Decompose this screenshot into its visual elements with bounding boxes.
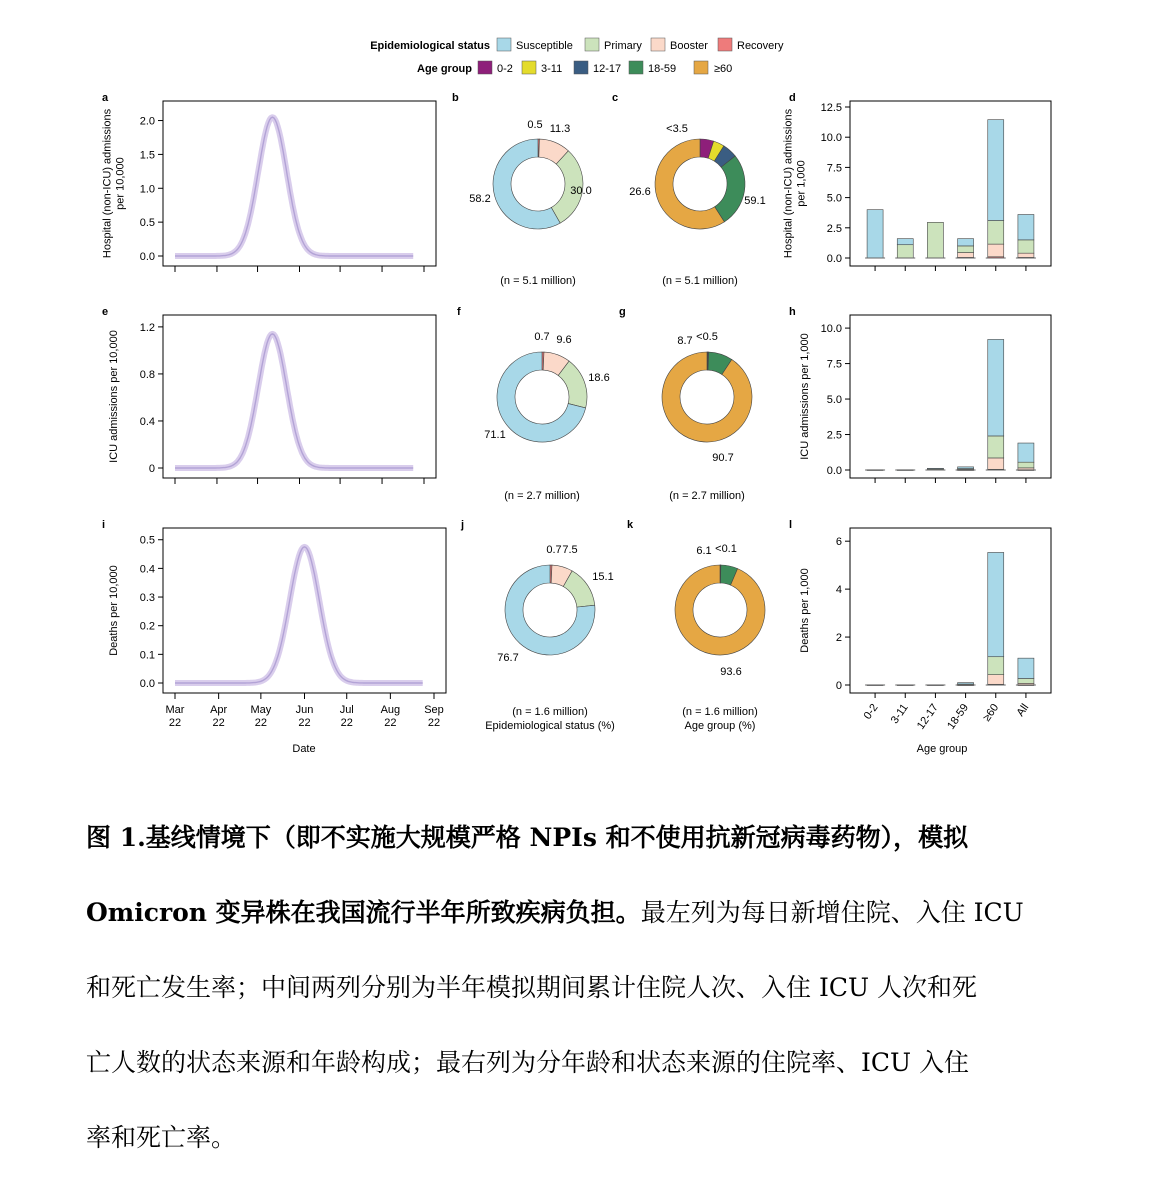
donut-label-f: 9.6	[556, 334, 572, 346]
y-tick-label-h: 5.0	[826, 394, 842, 407]
donut-label-b: 11.3	[549, 123, 571, 135]
legend-label-age-3: 18-59	[648, 63, 677, 75]
incidence-band-a	[175, 117, 413, 256]
bar-segment-h-primary	[988, 436, 1004, 458]
x-tick-label-year: 22	[427, 717, 441, 729]
panel-letter-c: c	[612, 92, 619, 104]
x-axis-label-date: Date	[292, 743, 316, 755]
plot-frame-i	[163, 528, 446, 693]
legend-label-booster: Booster	[670, 40, 708, 52]
x-tick-label-month: May	[250, 704, 272, 716]
x-tick-label-age: 18-59	[945, 701, 972, 732]
donut-label-j: 0.7	[546, 544, 562, 556]
x-tick-label-age: ≥60	[980, 701, 1002, 724]
y-tick-label-a: 0.0	[139, 251, 155, 263]
bar-segment-d-susceptible	[1018, 215, 1034, 240]
caption-line-1: 图 1.基线情境下（即不实施大规模严格 NPIs 和不使用抗新冠病毒药物），模拟	[86, 823, 969, 852]
y-axis-label-l-group	[799, 568, 811, 652]
x-tick-label-month: Aug	[380, 704, 401, 716]
panel-letter-g: g	[619, 306, 626, 318]
panel-letter-f: f	[457, 306, 461, 318]
x-tick-label-age: 0-2	[861, 701, 881, 722]
donut-label-g: 90.7	[712, 452, 734, 464]
donut-label-f: 71.1	[484, 429, 506, 441]
panel-letter-l: l	[789, 519, 793, 531]
x-tick-label-year: 22	[384, 717, 397, 729]
y-tick-label-a: 1.5	[139, 149, 155, 162]
y-tick-label-e: 0.4	[139, 415, 155, 428]
donut-n-label-j: (n = 1.6 million)	[512, 706, 588, 718]
panel-letter-e: e	[102, 306, 109, 318]
x-tick-label-year: 22	[340, 717, 353, 729]
caption-title-end: Omicron 变异株在我国流行半年所致疾病负担。	[86, 898, 641, 927]
donut-slice-g-0	[662, 352, 752, 442]
panel-letter-d: d	[789, 92, 796, 104]
donut-label-k: <0.1	[715, 543, 737, 555]
donut-label-b: 30.0	[570, 185, 592, 197]
y-tick-label-d: 7.5	[826, 162, 842, 175]
y-tick-label-l: 4	[835, 584, 842, 597]
donut-label-b: 58.2	[469, 193, 491, 205]
y-tick-label-e: 0.8	[139, 368, 155, 381]
legend-label-primary: Primary	[604, 40, 642, 52]
bar-segment-l-primary	[988, 657, 1004, 675]
y-tick-label-e: 0	[148, 463, 155, 475]
y-tick-label-a: 0.5	[139, 217, 155, 230]
y-tick-label-l: 2	[835, 632, 842, 645]
y-tick-label-h: 10.0	[820, 323, 842, 336]
donut-label-g: 8.7	[677, 335, 693, 347]
legend-swatch-age-2	[574, 61, 588, 74]
incidence-line-a	[175, 117, 413, 256]
bar-segment-d-susceptible	[958, 239, 974, 246]
caption-line-5: 率和死亡率。	[86, 1123, 237, 1152]
caption-line-4: 亡人数的状态来源和年龄构成；最右列为分年龄和状态来源的住院率、ICU 入住	[86, 1048, 970, 1077]
bar-segment-d-booster	[1018, 253, 1034, 257]
x-tick-label-month: Sep	[424, 704, 444, 716]
bar-segment-d-booster	[958, 253, 974, 258]
panel-letter-i: i	[102, 519, 106, 531]
donut-label-c: 59.1	[744, 195, 766, 207]
bar-segment-d-primary	[1018, 240, 1034, 253]
legend-epi-title: Epidemiological status	[370, 40, 490, 52]
bar-segment-l-primary	[1018, 679, 1034, 684]
y-axis-label-h-group	[799, 333, 811, 460]
x-tick-label-year: 22	[298, 717, 311, 729]
legend-label-age-0: 0-2	[497, 63, 513, 75]
y-tick-label-l: 6	[835, 536, 842, 549]
bar-segment-l-susceptible	[988, 552, 1004, 656]
bar-segment-h-susceptible	[1018, 443, 1034, 462]
legend-swatch-age-3	[629, 61, 643, 74]
donut-n-label-g: (n = 2.7 million)	[669, 490, 745, 502]
legend-swatch-primary	[585, 38, 599, 51]
y-axis-label-d: per 1,000	[795, 160, 808, 207]
y-axis-label-i: Deaths per 10,000	[108, 565, 120, 656]
bar-segment-l-booster	[988, 675, 1004, 685]
y-tick-label-h: 7.5	[826, 358, 842, 371]
x-tick-label-age: 12-17	[914, 701, 941, 732]
legend-swatch-age-0	[478, 61, 492, 74]
legend-swatch-booster	[651, 38, 665, 51]
x-tick-label-age: All	[1014, 701, 1032, 719]
caption-line-3: 和死亡发生率；中间两列分别为半年模拟期间累计住院人次、入住 ICU 人次和死	[86, 973, 977, 1002]
bar-segment-d-primary	[988, 221, 1004, 245]
caption-line-2: 最左列为每日新增住院、入住 ICU	[640, 898, 1024, 927]
panel-letter-k: k	[627, 519, 634, 531]
figure-caption	[86, 800, 1086, 1175]
x-tick-label-month: Jun	[295, 704, 314, 716]
bar-segment-d-primary	[897, 245, 913, 258]
donut-label-f: 18.6	[588, 372, 610, 384]
y-tick-label-d: 5.0	[826, 192, 842, 205]
bar-segment-d-primary	[958, 246, 974, 253]
y-axis-label-l: Deaths per 1,000	[799, 568, 811, 653]
bar-segment-h-booster	[988, 458, 1004, 469]
donut-label-c: <3.5	[666, 123, 688, 135]
donut-slice-k-0	[675, 565, 765, 655]
donut-label-f: 0.7	[534, 331, 550, 343]
panel-letter-a: a	[102, 92, 109, 104]
x-tick-label-year: 22	[168, 717, 182, 729]
legend-label-recovery: Recovery	[737, 40, 784, 52]
legend-label-age-1: 3-11	[541, 63, 563, 75]
donut-slice-c-1	[715, 156, 745, 222]
bar-segment-d-primary	[927, 222, 943, 258]
panel-letter-h: h	[789, 306, 796, 318]
x-tick-label-month: Apr	[210, 704, 228, 716]
donut-label-g: <0.5	[696, 331, 718, 343]
y-tick-label-h: 0.0	[826, 465, 842, 477]
legend-age-title: Age group	[417, 63, 472, 75]
bar-segment-h-susceptible	[927, 468, 943, 469]
y-axis-label-d-group	[783, 108, 808, 258]
donut-label-j: 15.1	[592, 571, 614, 583]
bar-segment-l-susceptible	[1018, 658, 1034, 678]
y-tick-label-a: 2.0	[139, 115, 155, 128]
x-tick-label-year: 22	[254, 717, 267, 729]
donut-n-label-k: (n = 1.6 million)	[682, 706, 758, 718]
y-tick-label-e: 1.2	[139, 321, 155, 334]
y-tick-label-i: 0.0	[139, 678, 155, 690]
y-tick-label-i: 0.2	[139, 620, 155, 633]
bar-segment-h-susceptible	[988, 339, 1004, 435]
y-axis-label-a: per 10,000	[114, 157, 127, 210]
bar-segment-h-susceptible	[958, 467, 974, 469]
y-axis-label-i-group	[108, 565, 120, 656]
donut-axis-label-j: Epidemiological status (%)	[485, 720, 615, 732]
legend-label-susceptible: Susceptible	[516, 40, 573, 52]
x-tick-label-month: Jul	[339, 704, 354, 716]
y-tick-label-l: 0	[835, 680, 842, 692]
bar-segment-l-susceptible	[958, 683, 974, 684]
y-axis-label-e: ICU admissions per 10,000	[108, 330, 120, 463]
legend-label-age-4: ≥60	[714, 63, 733, 75]
bar-segment-d-booster	[988, 244, 1004, 257]
donut-n-label-c: (n = 5.1 million)	[662, 275, 738, 287]
bar-segment-d-susceptible	[988, 120, 1004, 221]
y-tick-label-d: 10.0	[820, 132, 842, 145]
donut-label-k: 93.6	[720, 666, 742, 678]
donut-label-b: 0.5	[527, 119, 543, 131]
donut-n-label-f: (n = 2.7 million)	[504, 490, 580, 502]
y-tick-label-d: 0.0	[826, 253, 842, 265]
bar-segment-h-primary	[1018, 462, 1034, 468]
x-tick-label-year: 22	[212, 717, 225, 729]
y-axis-label-a-group	[102, 108, 127, 258]
legend-swatch-age-4	[694, 61, 708, 74]
incidence-line-e	[175, 334, 413, 468]
y-axis-label-e-group	[108, 330, 120, 463]
legend-swatch-age-1	[522, 61, 536, 74]
y-tick-label-i: 0.3	[139, 592, 155, 605]
legend-label-age-2: 12-17	[593, 63, 622, 75]
donut-label-j: 7.5	[562, 544, 578, 556]
panel-letter-j: j	[461, 519, 465, 531]
donut-label-j: 76.7	[497, 652, 519, 664]
y-tick-label-a: 1.0	[139, 183, 155, 196]
donut-label-c: 26.6	[629, 186, 651, 198]
donut-n-label-b: (n = 5.1 million)	[500, 275, 576, 287]
incidence-band-i	[175, 547, 423, 683]
x-axis-label-age: Age group	[916, 743, 968, 755]
y-tick-label-i: 0.5	[139, 534, 155, 547]
y-axis-label-h: ICU admissions per 1,000	[799, 333, 811, 460]
bar-segment-d-susceptible	[897, 239, 913, 245]
y-tick-label-i: 0.1	[139, 649, 155, 662]
y-tick-label-h: 2.5	[826, 429, 842, 442]
x-tick-label-month: Mar	[165, 704, 185, 716]
incidence-band-e	[175, 334, 413, 468]
y-tick-label-d: 2.5	[826, 222, 842, 235]
y-tick-label-i: 0.4	[139, 563, 155, 576]
donut-axis-label-k: Age group (%)	[684, 720, 756, 732]
y-axis-label-d: Hospital (non-ICU) admissions	[782, 108, 795, 259]
panel-letter-b: b	[452, 92, 459, 104]
bar-segment-d-susceptible	[867, 210, 883, 258]
y-tick-label-d: 12.5	[820, 102, 842, 114]
donut-label-k: 6.1	[696, 545, 712, 557]
legend-swatch-recovery	[718, 38, 732, 51]
y-axis-label-a: Hospital (non-ICU) admissions	[101, 108, 114, 259]
x-tick-label-age: 3-11	[888, 701, 911, 727]
legend-swatch-susceptible	[497, 38, 511, 51]
